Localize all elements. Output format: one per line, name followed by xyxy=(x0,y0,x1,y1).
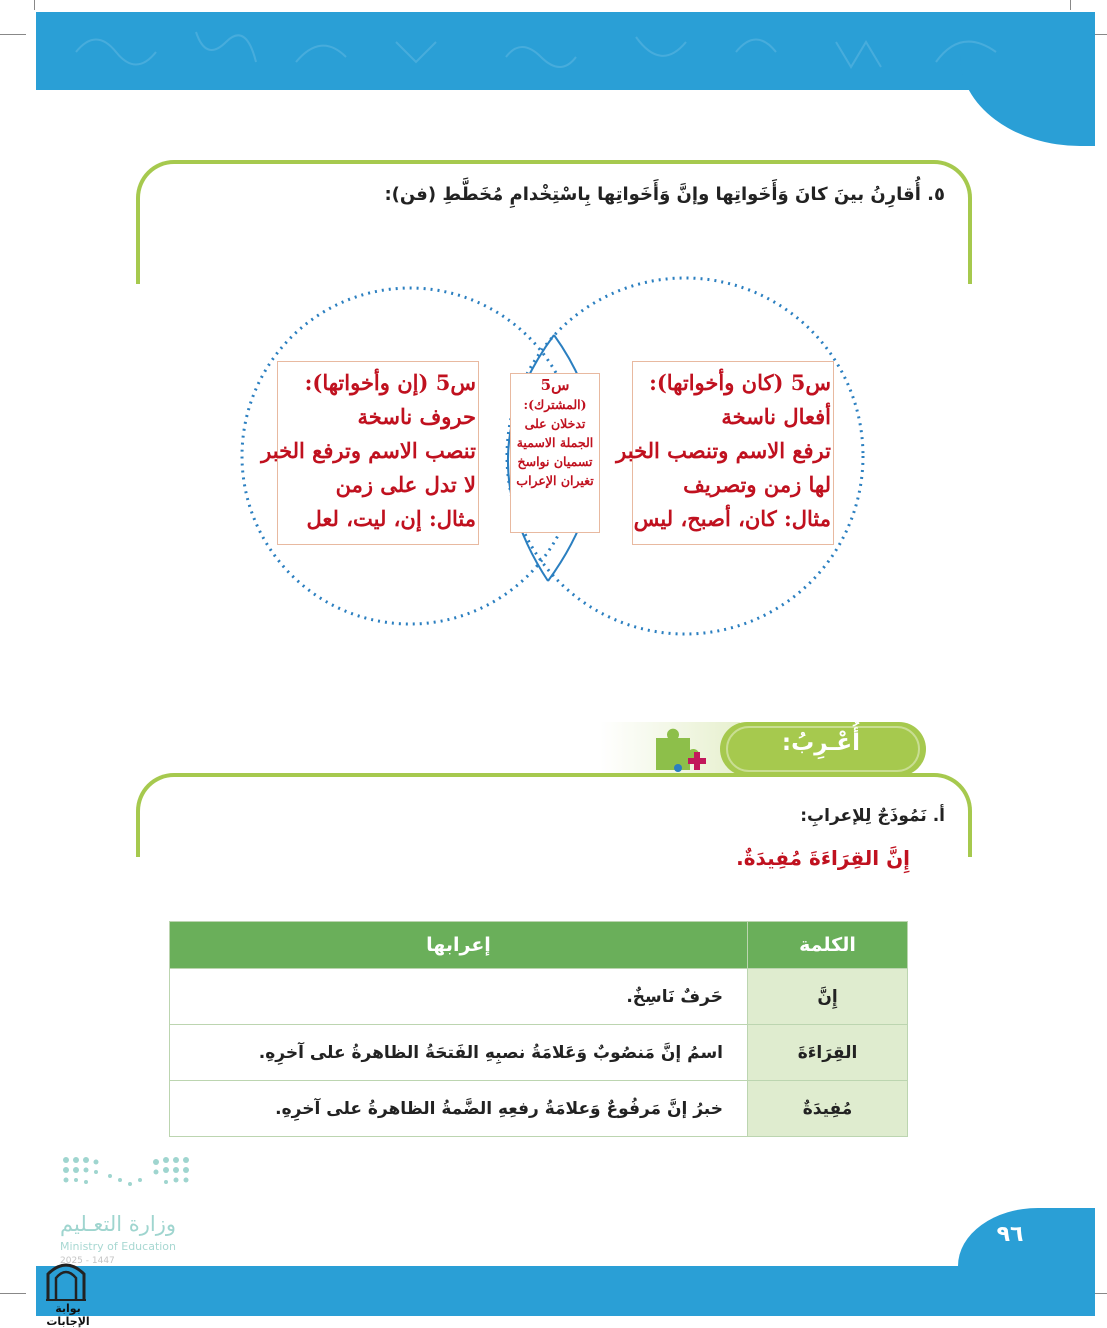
venn-kana-line: س5 (كان وأخواتها): xyxy=(649,370,831,395)
footer-band xyxy=(36,1266,1095,1316)
crop-mark xyxy=(0,34,26,35)
venn-shared-line: (المشترك): xyxy=(523,397,587,412)
ministry-name-ar: وزارة التعـليم xyxy=(60,1212,177,1236)
example-label: أ. xyxy=(932,806,945,826)
example-heading: نَمُوذَجٌ لِلإعرابِ: xyxy=(800,806,927,826)
venn-shared-line: الجملة الاسمية xyxy=(516,435,594,450)
question-text: أُقارِنُ بينَ كانَ وَأَخَواتِها وإنَّ وَأَخَواتِها بِاسْتِخْدامِ مُخَطَّطِ (فن): xyxy=(384,184,921,205)
venn-kana-line: ترفع الاسم وتنصب الخبر xyxy=(616,438,831,463)
venn-inna-line: مثال: إن، ليت، لعل xyxy=(306,506,476,531)
crop-mark xyxy=(0,1293,26,1294)
question-line xyxy=(300,184,945,205)
venn-shared-line: تسميان نواسخ xyxy=(517,454,593,469)
table-row xyxy=(170,1025,908,1081)
table-cell-word: مُفِيدَةٌ xyxy=(748,1081,908,1137)
table-cell-word: إِنَّ xyxy=(748,969,908,1025)
venn-inna-line: لا تدل على زمن xyxy=(335,472,476,497)
venn-shared-line: س5 xyxy=(540,376,570,394)
table-row xyxy=(170,969,908,1025)
header-word: الكلمة xyxy=(748,922,908,969)
ministry-logo-icon xyxy=(60,1154,200,1198)
venn-inna-line: حروف ناسخة xyxy=(357,404,476,429)
header-parsing: إعرابها xyxy=(170,922,748,969)
question-number: ٥. xyxy=(927,184,945,205)
portal-name: بوابة الإجابات xyxy=(46,1302,90,1328)
venn-box-inna xyxy=(261,361,479,545)
venn-shared-line: تغيران الإعراب xyxy=(516,473,594,488)
venn-box-kana xyxy=(616,361,834,545)
example-heading-line xyxy=(620,806,945,826)
ministry-name-en: Ministry of Education xyxy=(60,1240,177,1253)
venn-inna-line: تنصب الاسم وترفع الخبر xyxy=(261,438,476,463)
section-title: أُعْـرِبُ: xyxy=(781,730,860,756)
table-cell-parsing: حَرفٌ نَاسِخٌ. xyxy=(170,969,748,1025)
parsing-table xyxy=(169,921,908,1137)
portal-logo-icon xyxy=(44,1256,88,1302)
venn-kana-line: مثال: كان، أصبح، ليس xyxy=(633,506,831,531)
venn-kana-line: لها زمن وتصريف xyxy=(683,472,831,497)
page-number: ٩٦ xyxy=(996,1222,1024,1247)
venn-box-shared xyxy=(510,373,600,533)
table-cell-word: القِرَاءَةَ xyxy=(748,1025,908,1081)
table-cell-parsing: اسمُ إنَّ مَنصُوبٌ وَعَلامَةُ نصبِهِ الفَتحَةُ الظاهرةُ على آخرِهِ. xyxy=(170,1025,748,1081)
venn-shared-line: تدخلان على xyxy=(524,416,586,431)
table-cell-parsing: خبرُ إنَّ مَرفُوعٌ وَعلامَةُ رفعِهِ الضَّمةُ الظاهرةُ على آخرِهِ. xyxy=(170,1081,748,1137)
ministry-year: 2025 - 1447 xyxy=(60,1256,115,1266)
venn-inna-line: س5 (إن وأخواتها): xyxy=(304,370,476,395)
table-row xyxy=(170,1081,908,1137)
puzzle-icon xyxy=(648,724,706,776)
header-calligraphy-pattern xyxy=(36,12,1095,90)
table-header-row xyxy=(170,922,908,969)
example-sentence: إِنَّ القِرَاءَةَ مُفِيدَةٌ. xyxy=(736,846,910,870)
crop-mark xyxy=(34,0,35,10)
crop-mark xyxy=(1070,0,1071,10)
venn-kana-line: أفعال ناسخة xyxy=(721,404,831,429)
